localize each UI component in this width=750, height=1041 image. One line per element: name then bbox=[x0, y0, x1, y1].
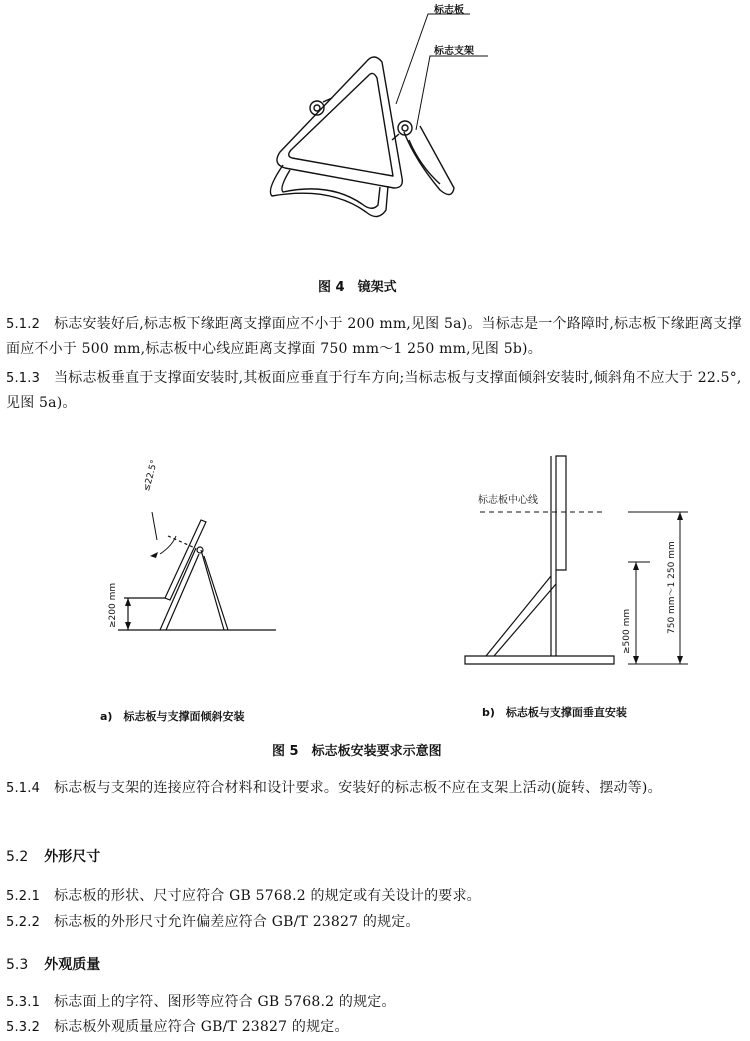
label-sign-board: 标志板 bbox=[434, 5, 464, 16]
clause-number: 5.2.1 bbox=[6, 889, 41, 904]
section-title: 外观质量 bbox=[44, 957, 101, 973]
label-min-height-a: ≥200 mm bbox=[108, 582, 118, 628]
clause-5-2-2 bbox=[6, 910, 744, 935]
clause-5-3-1 bbox=[6, 990, 744, 1015]
figure-4-caption: 图 4 镜架式 bbox=[318, 280, 397, 295]
clause-number: 5.1.3 bbox=[6, 371, 41, 386]
clause-text: 标志板的外形尺寸允许偏差应符合 GB/T 23827 的规定。 bbox=[54, 914, 420, 930]
figure-5-caption: 图 5 标志板安装要求示意图 bbox=[272, 744, 442, 759]
clause-5-2-1 bbox=[6, 884, 744, 909]
clause-text: 标志板的形状、尺寸应符合 GB 5768.2 的规定或有关设计的要求。 bbox=[54, 888, 481, 904]
section-number: 5.2 bbox=[6, 849, 29, 865]
clause-text: 当标志板垂直于支撑面安装时,其板面应垂直于行车方向;当标志板与支撑面倾斜安装时,倾斜角不应大于 22.5°,见图 5a)。 bbox=[6, 370, 742, 411]
clause-number: 5.3.1 bbox=[6, 995, 41, 1010]
section-title: 外形尺寸 bbox=[44, 849, 101, 865]
clause-5-3-2 bbox=[6, 1015, 744, 1040]
clause-number: 5.1.2 bbox=[6, 317, 41, 332]
clause-text: 标志面上的字符、图形等应符合 GB 5768.2 的规定。 bbox=[54, 994, 396, 1010]
figure-5b-caption: b) 标志板与支撑面垂直安装 bbox=[482, 706, 627, 719]
clause-number: 5.3.2 bbox=[6, 1020, 41, 1035]
figure-5a-caption: a) 标志板与支撑面倾斜安装 bbox=[100, 710, 245, 723]
clause-text: 标志板与支架的连接应符合材料和设计要求。安装好的标志板不应在支架上活动(旋转、摆动等)。 bbox=[54, 780, 662, 796]
clause-number: 5.2.2 bbox=[6, 915, 41, 930]
clause-text: 标志板外观质量应符合 GB/T 23827 的规定。 bbox=[54, 1019, 349, 1035]
label-angle: ≤22.5° bbox=[142, 458, 160, 493]
label-centerline: 标志板中心线 bbox=[478, 495, 538, 506]
label-sign-stand: 标志支架 bbox=[434, 46, 474, 57]
label-center-range: 750 mm～1 250 mm bbox=[667, 541, 677, 634]
clause-text: 标志安装好后,标志板下缘距离支撑面应不小于 200 mm,见图 5a)。当标志是一个路障时,标志板下缘距离支撑面应不小于 500 mm,标志板中心线应距离支撑面 750 mm～1 250 mm,见图 5b)。 bbox=[6, 316, 742, 357]
section-5-3-heading bbox=[6, 954, 100, 974]
section-5-2-heading bbox=[6, 846, 100, 866]
label-min-height-b: ≥500 mm bbox=[622, 608, 632, 654]
clause-5-1-4 bbox=[6, 776, 744, 801]
section-number: 5.3 bbox=[6, 957, 29, 973]
clause-number: 5.1.4 bbox=[6, 781, 41, 796]
